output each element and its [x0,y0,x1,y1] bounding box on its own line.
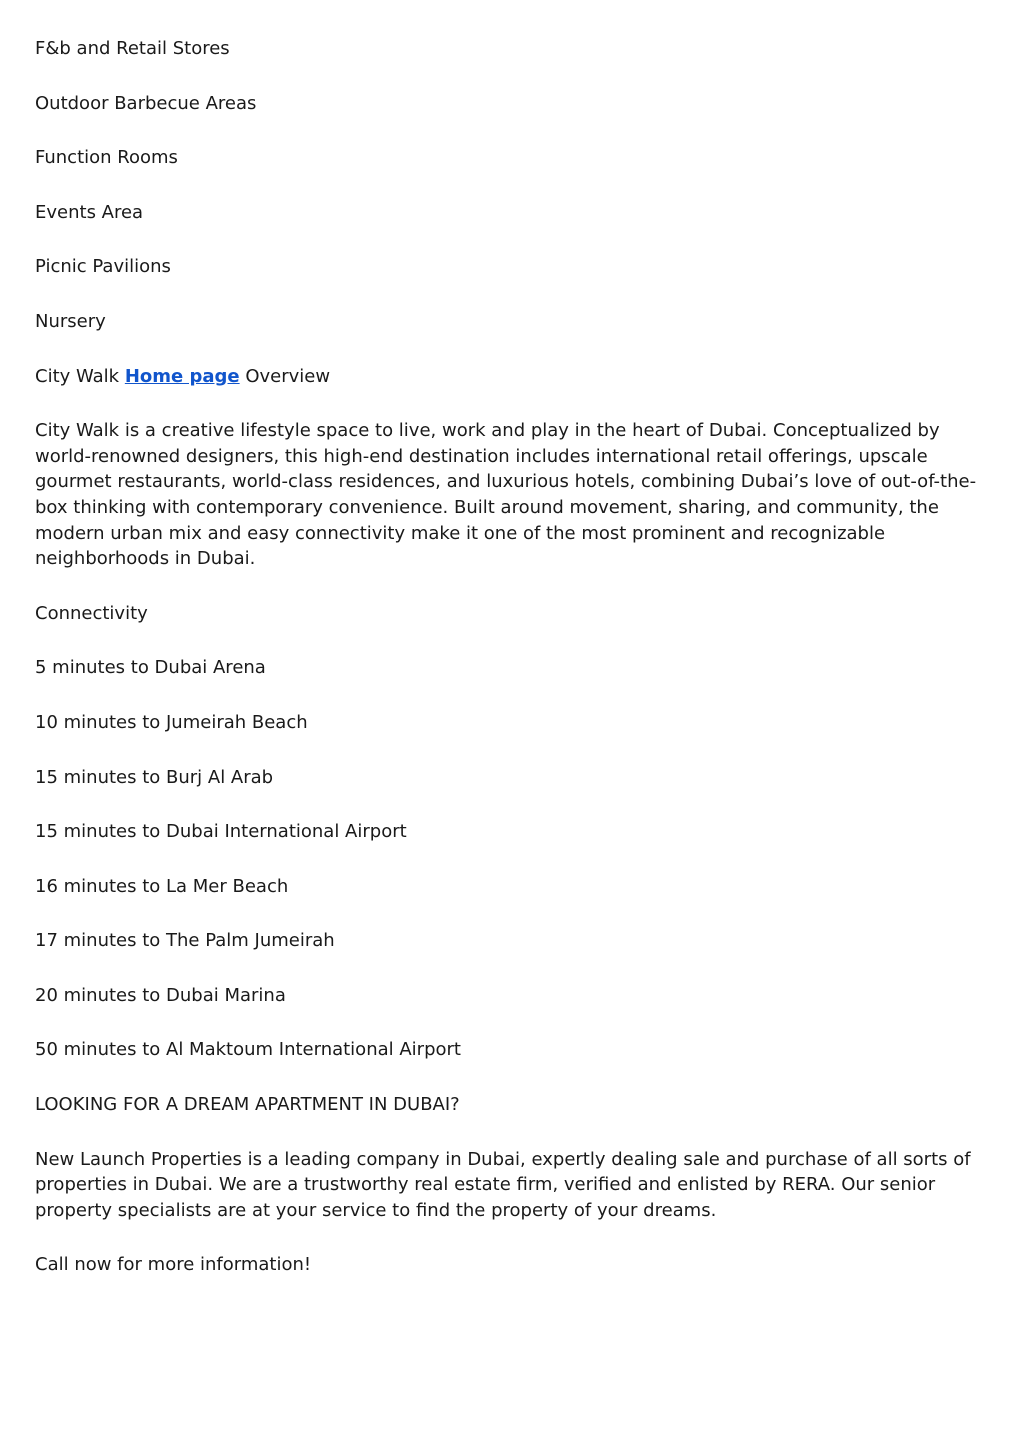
amenity-item: Outdoor Barbecue Areas [35,92,257,114]
amenity-item: Events Area [35,201,144,223]
connectivity-item: 5 minutes to Dubai Arena [35,657,266,679]
connectivity-item: 16 minutes to La Mer Beach [35,875,289,897]
connectivity-item: 15 minutes to Burj Al Arab [35,766,274,788]
call-to-action: Call now for more information! [35,1254,312,1276]
cta-heading: LOOKING FOR A DREAM APARTMENT IN DUBAI? [35,1094,460,1116]
amenity-item: Function Rooms [35,147,178,169]
overview-heading [35,364,995,390]
connectivity-heading: Connectivity [35,602,148,624]
overview-paragraph: City Walk is a creative lifestyle space to live, work and play in the heart of Dubai. Conceptualized by world-renowned designers, this high-end destination includes international retail offerings, upscale gourmet restaurants, world-class residences, and luxurious hotels, combining Dubai’s love of out-of-the-box thinking with contemporary convenience. Built around movement, sharing, and community, the modern urban mix and easy connectivity make it one of the most prominent and recognizable neighborhoods in Dubai. [35,420,977,570]
amenity-item: Nursery [35,310,106,332]
connectivity-item: 50 minutes to Al Maktoum International Airport [35,1039,461,1061]
overview-heading-prefix: City Walk [35,365,125,387]
overview-heading-suffix: Overview [239,365,331,387]
document-page [35,36,995,1307]
home-page-link[interactable]: Home page [124,365,240,387]
company-paragraph: New Launch Properties is a leading company in Dubai, expertly dealing sale and purchase of all sorts of properties in Dubai. We are a trustworthy real estate firm, verified and enlisted by RERA. Our senior property specialists are at your service to find the property of your dreams. [35,1148,971,1221]
connectivity-item: 15 minutes to Dubai International Airport [35,821,407,843]
connectivity-item: 20 minutes to Dubai Marina [35,984,286,1006]
connectivity-item: 10 minutes to Jumeirah Beach [35,711,308,733]
connectivity-item: 17 minutes to The Palm Jumeirah [35,930,335,952]
amenity-item: Picnic Pavilions [35,256,171,278]
amenity-item: F&b and Retail Stores [35,38,230,59]
